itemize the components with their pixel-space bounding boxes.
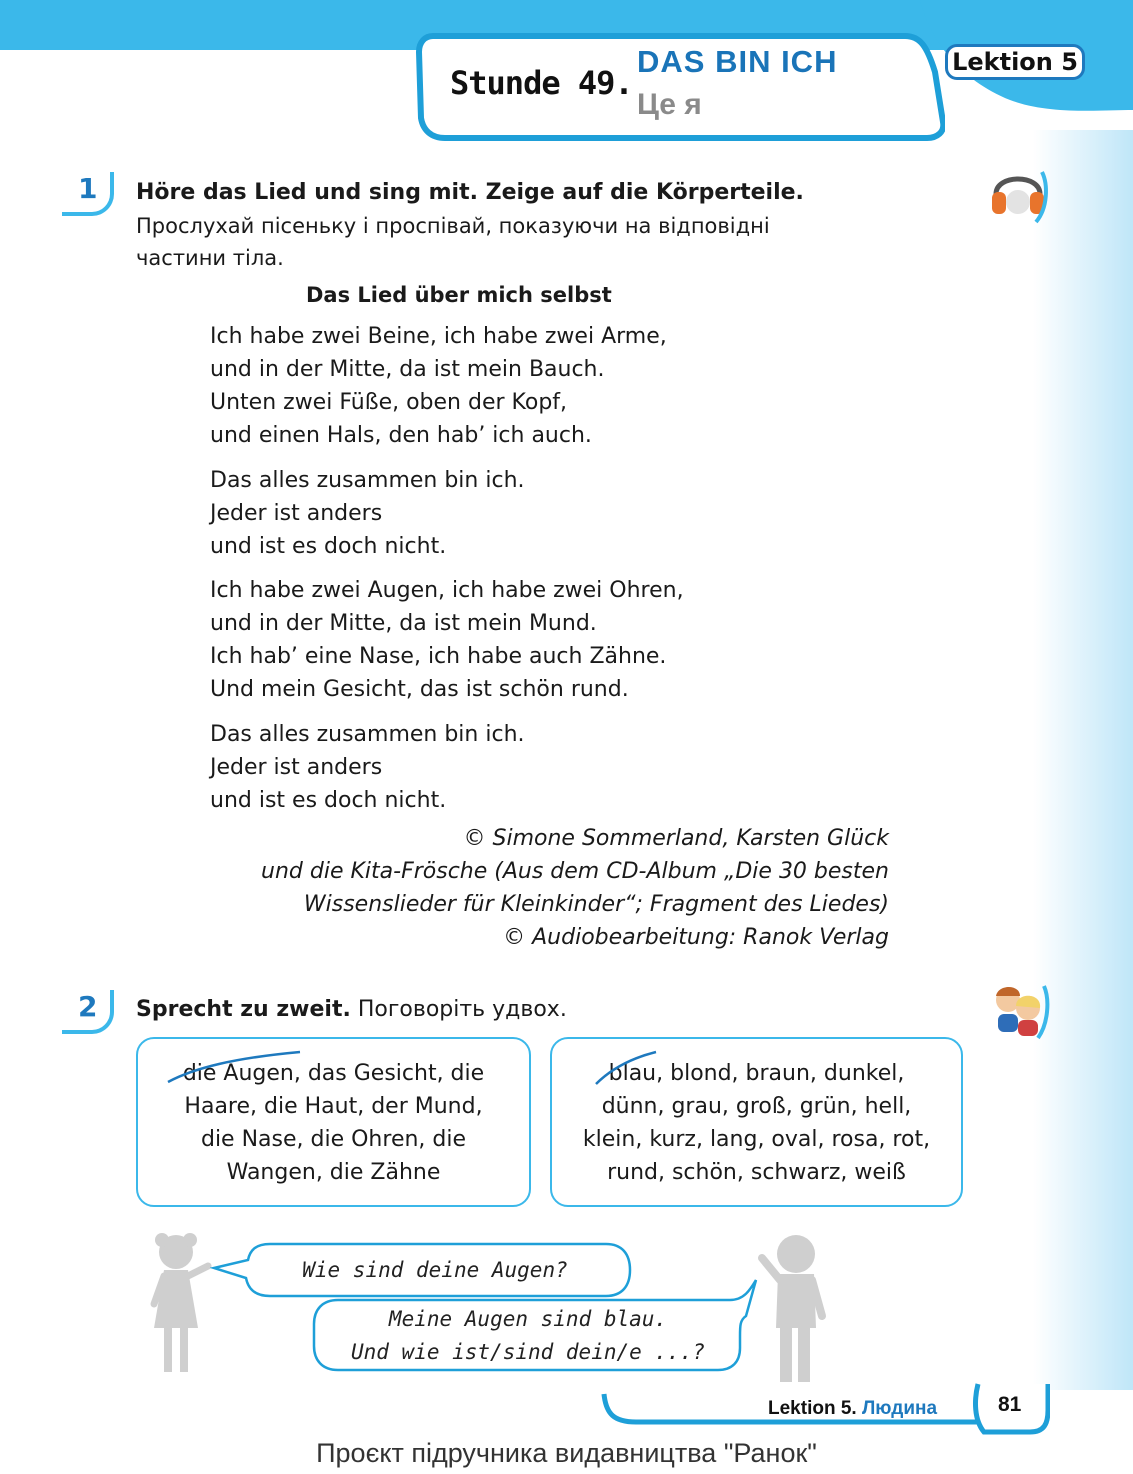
exercise-1-instruction-ua-1: Прослухай пісеньку і проспівай, показуючи на відповідні [136,214,770,238]
strike-mark-right [592,1048,660,1086]
word-line: Wangen, die Zähne [226,1160,441,1185]
word-line: rund, schön, schwarz, weiß [607,1160,906,1185]
exercise-2-instruction [136,994,567,1026]
word-line: blau, blond, braun, dunkel, [608,1061,905,1086]
song-verse-2: Das alles zusammen bin ich. Jeder ist anders und ist es doch nicht. [210,468,525,559]
publisher-watermark: Проєкт підручника видавництва "Ранок" [316,1438,817,1468]
word-line: die Nase, die Ohren, die [200,1127,467,1152]
strike-mark-left [164,1048,304,1084]
word-line: die Augen, das Gesicht, die [182,1061,485,1086]
bubble-answer-line-2: Und wie ist/sind dein/e ...? [350,1340,705,1364]
children-icon [990,980,1050,1042]
exercise-2-instruction-de: Sprecht zu zweit. [136,997,351,1022]
word-line: Haare, die Haut, der Mund, [184,1094,483,1119]
credit-line: und die Kita-Frösche (Aus dem CD-Album „Die 30 besten [261,859,889,884]
exercise-1-arc [62,172,114,216]
credit-line: © Simone Sommerland, Karsten Glück [463,826,889,851]
girl-figure [148,1228,218,1378]
footer-lektion [768,1398,937,1420]
side-gradient [1033,130,1133,1390]
song-verse-1: Ich habe zwei Beine, ich habe zwei Arme, und in der Mitte, da ist mein Bauch. Unten zwei Füße, oben der Kopf, und einen Hals, den hab’ ich auch. [210,324,667,448]
exercise-2-number: 2 [78,990,98,1023]
song-credit [169,822,889,954]
credit-line: Wissenslieder für Kleinkinder“; Fragment des Liedes) [303,892,889,917]
credit-line: © Audiobearbeitung: Ranok Verlag [503,925,889,950]
word-line: klein, kurz, lang, oval, rosa, rot, [582,1127,931,1152]
lektion-badge: Lektion 5 [945,44,1085,80]
exercise-1-number: 1 [78,172,98,205]
lesson-number: Stunde 49. [450,64,633,102]
song-verse-4: Das alles zusammen bin ich. Jeder ist anders und ist es doch nicht. [210,722,525,813]
lesson-title-de: DAS BIN ICH [637,44,838,79]
word-line: dünn, grau, groß, grün, hell, [601,1094,912,1119]
song-verse-3: Ich habe zwei Augen, ich habe zwei Ohren, und in der Mitte, da ist mein Mund. Ich hab’ eine Nase, ich habe auch Zähne. Und mein Gesicht, das ist schön rund. [210,578,684,702]
exercise-2-instruction-ua: Поговоріть удвох. [357,997,567,1022]
footer-topic: Людина [861,1398,938,1419]
song-title: Das Lied über mich selbst [306,283,612,307]
exercise-1-instruction-ua-2: частини тіла. [136,246,284,270]
exercise-1-instruction-de: Höre das Lied und sing mit. Zeige auf die Körperteile. [136,180,804,205]
headphones-icon [990,164,1050,226]
lesson-title-ua: Це я [637,88,702,121]
exercise-2-arc [62,990,114,1034]
bubble-answer-line-1: Meine Augen sind blau. [388,1307,668,1331]
bubble-question: Wie sind deine Augen? [302,1258,568,1282]
page-number: 81 [998,1393,1022,1416]
footer-lektion-label: Lektion 5. [768,1398,857,1419]
